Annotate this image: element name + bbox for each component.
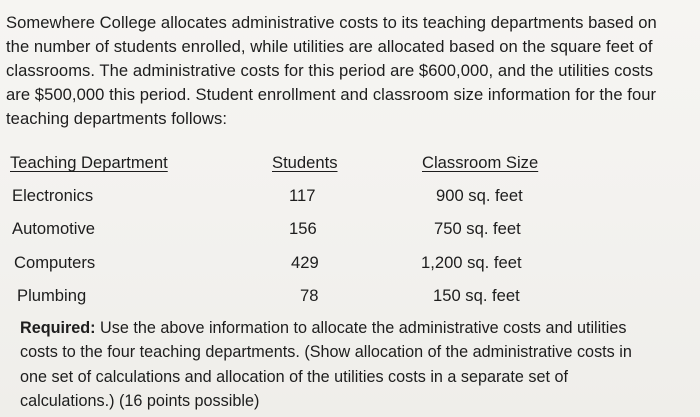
row-department: Automotive [12, 219, 96, 238]
row-department: Electronics [12, 186, 94, 205]
statement-line: classrooms. The administrative costs for this period are $600,000, and the utilities costs [6, 61, 654, 80]
row-students: 429 [291, 253, 319, 272]
statement-line: teaching departments follows: [6, 109, 227, 128]
row-classroom-size: 1,200 sq. feet [421, 253, 522, 272]
row-department: Plumbing [17, 286, 87, 305]
row-students: 156 [289, 219, 317, 238]
header-teaching-department: Teaching Department [10, 153, 168, 172]
required-line: costs to the four teaching departments. (Show allocation of the administrative costs in [20, 343, 632, 362]
header-classroom-size: Classroom Size [422, 153, 539, 172]
required-line: calculations.) (16 points possible) [20, 391, 260, 410]
statement-line: are $500,000 this period. Student enrollment and classroom size information for the four [6, 85, 657, 104]
row-classroom-size: 150 sq. feet [433, 286, 520, 305]
required-section [20, 316, 690, 413]
statement-line: the number of students enrolled, while utilities are allocated based on the square feet of [6, 37, 653, 56]
required-line: Use the above information to allocate the administrative costs and utilities [95, 319, 627, 337]
required-label: Required: [20, 319, 96, 337]
statement-line: Somewhere College allocates administrative costs to its teaching departments based on [6, 13, 657, 32]
problem-statement [6, 11, 696, 131]
row-classroom-size: 750 sq. feet [434, 219, 521, 238]
row-department: Computers [14, 253, 96, 272]
header-students: Students [272, 153, 338, 172]
row-students: 117 [289, 186, 316, 205]
row-classroom-size: 900 sq. feet [436, 186, 523, 205]
required-line: one set of calculations and allocation of the utilities costs in a separate set of [20, 367, 569, 386]
row-students: 78 [300, 286, 319, 305]
